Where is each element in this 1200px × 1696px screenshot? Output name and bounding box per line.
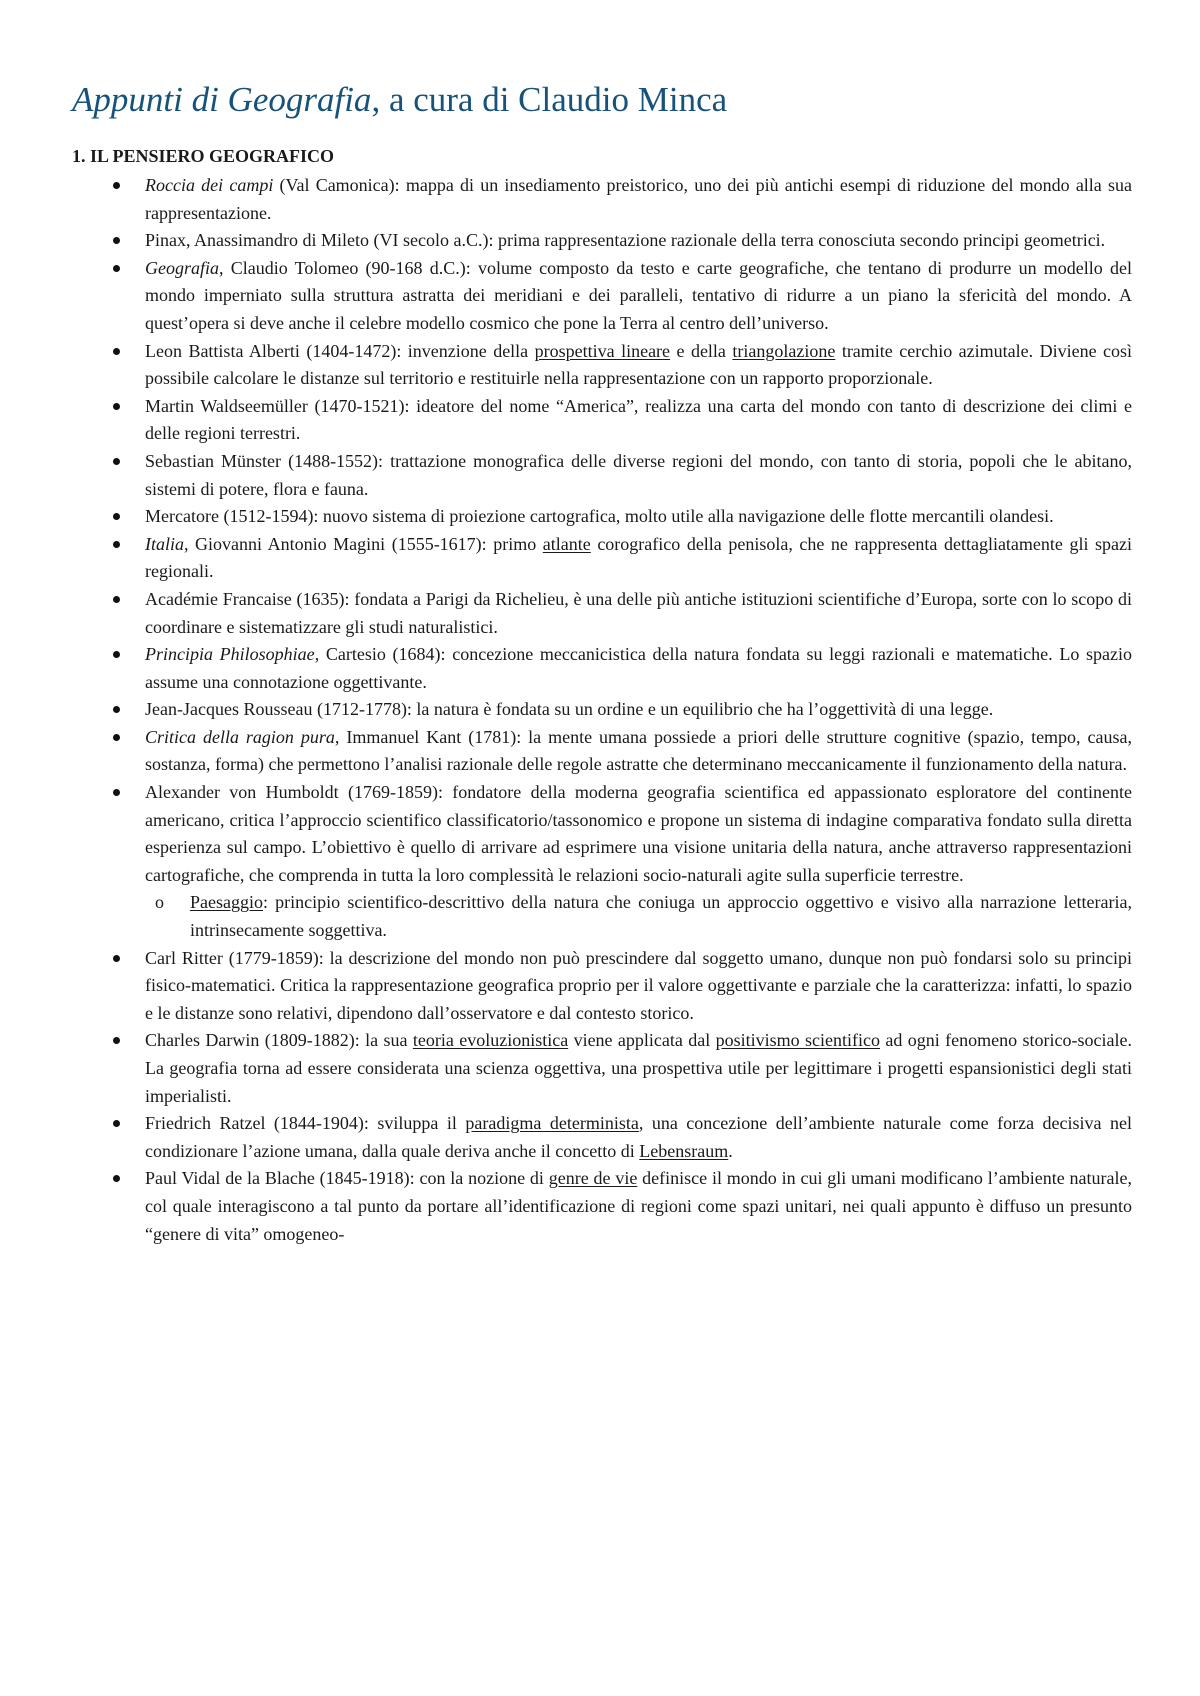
item-title: Critica della ragion pura [145, 726, 335, 747]
item-underlined-term: atlante [542, 533, 591, 554]
item-title: Principia Philosophiae [145, 644, 315, 665]
item-text: Mercatore (1512-1594): nuovo sistema di proiezione cartografica, molto utile alla navigazione delle flotte mercantili olandesi. [145, 506, 1054, 527]
list-item [72, 255, 1132, 338]
list-item [72, 338, 1132, 393]
list-item [72, 1110, 1132, 1165]
list-item [72, 945, 1132, 1028]
item-text: viene applicata dal [568, 1030, 716, 1051]
item-text: Sebastian Münster (1488-1552): trattazione monografica delle diverse regioni del mondo, con tanto di storia, popoli che le abitano, sistemi di potere, flora e fauna. [145, 450, 1132, 499]
item-text: corografico della penisola, che ne rappresenta dettagliatamente gli spazi regionali. [145, 533, 1132, 582]
item-text: Jean-Jacques Rousseau (1712-1778): la natura è fondata su un ordine e un equilibrio che ha l’oggettività di una legge. [145, 699, 994, 720]
item-text: Charles Darwin (1809-1882): la sua [145, 1030, 413, 1051]
item-text: ad ogni fenomeno storico-sociale. La geografia torna ad essere considerata una scienza oggettiva, una prospettiva utile per legittimare i progetti espansionistici degli stati imperialisti. [145, 1030, 1132, 1106]
title-rest: , a cura di Claudio Minca [371, 80, 728, 119]
item-text: Pinax, Anassimandro di Mileto (VI secolo a.C.): prima rappresentazione razionale della terra conosciuta secondo principi geometrici. [145, 230, 1106, 251]
item-text: , Claudio Tolomeo (90-168 d.C.): volume composto da testo e carte geografiche, che tentano di produrre un modello del mondo imperniato sulla struttura astratta dei meridiani e dei paralleli, tentativo di ridurre a un piano la sfericità del mondo. A quest’opera si deve anche il celebre modello cosmico che pone la Terra al centro dell’universo. [145, 257, 1132, 333]
item-underlined-term: positivismo scientifico [715, 1030, 881, 1051]
item-text: Carl Ritter (1779-1859): la descrizione del mondo non può prescindere dal soggetto umano, dunque non può fondarsi solo su principi fisico-matematici. Critica la rappresentazione geografica proprio per il valore oggettivante e parziale che la caratterizza: infatti, lo spazio e le distanze sono relativi, dipendono dall’osservatore e dal contesto storico. [145, 947, 1132, 1023]
item-text: : principio scientifico-descrittivo della natura che coniuga un approccio oggettivo e visivo alla narrazione letteraria, intrinsecamente soggettiva. [190, 892, 1132, 941]
sub-list-item [145, 889, 1132, 944]
list-item [72, 641, 1132, 696]
item-title: Roccia dei campi [145, 175, 274, 195]
list-item [72, 779, 1132, 945]
item-underlined-term: Lebensraum [639, 1140, 729, 1161]
title-main: Appunti di Geografia [72, 80, 372, 119]
item-text: (Val Camonica): mappa di un insediamento preistorico, uno dei più antichi esempi di riduzione del mondo alla sua rappresentazione. [145, 175, 1132, 223]
item-text: Alexander von Humboldt (1769-1859): fondatore della moderna geografia scientifica ed appassionato esploratore del continente americano, critica l’approccio scientifico classificatorio/tassonomico e propone un sistema di indagine comparativa fondato sulla diretta esperienza sul campo. L’obiettivo è quello di arrivare ad esprimere una visione unitaria della natura, anche attraverso rappresentazioni cartografiche, che comprenda in tutta la loro complessità le relazioni socio-naturali agite sulla superficie terrestre. [145, 782, 1132, 885]
list-item [72, 586, 1132, 641]
item-text: e della [670, 340, 733, 361]
item-text: tramite cerchio azimutale. Diviene così possibile calcolare le distanze sul territorio e restituirle nella rappresentazione con un rapporto proporzionale. [145, 340, 1133, 389]
item-text: , Cartesio (1684): concezione meccanicistica della natura fondata su leggi razionali e matematiche. Lo spazio assume una connotazione oggettivante. [145, 644, 1133, 692]
list-item [72, 172, 1132, 227]
item-text: Paul Vidal de la Blache (1845-1918): con la nozione di [145, 1168, 549, 1189]
sub-list [145, 889, 1132, 944]
item-text: Martin Waldseemüller (1470-1521): ideatore del nome “America”, realizza una carta del mondo con tanto di descrizione dei climi e delle regioni terrestri. [145, 395, 1132, 444]
item-text: . [728, 1140, 733, 1161]
list-item [72, 1165, 1132, 1248]
item-text: Friedrich Ratzel (1844-1904): sviluppa il [145, 1113, 466, 1134]
list-item [72, 531, 1132, 586]
bullet-list [72, 172, 1132, 1248]
item-text: Leon Battista Alberti (1404-1472): invenzione della [145, 340, 535, 361]
document-title [72, 78, 1132, 122]
item-underlined-term: teoria evoluzionistica [412, 1030, 569, 1051]
list-item [72, 448, 1132, 503]
item-underlined-term: triangolazione [732, 340, 836, 361]
item-text: , una concezione dell’ambiente naturale come forza decisiva nel condizionare l’azione umana, dalla quale deriva anche il concetto di [145, 1113, 1133, 1161]
list-item [72, 503, 1132, 531]
list-item [72, 724, 1132, 779]
item-text: , Giovanni Antonio Magini (1555-1617): primo [184, 533, 543, 554]
item-underlined-term: prospettiva lineare [534, 340, 671, 361]
list-item [72, 1027, 1132, 1110]
item-text: Académie Francaise (1635): fondata a Parigi da Richelieu, è una delle più antiche istituzioni scientifiche d’Europa, sorte con lo scopo di coordinare e sistematizzare gli studi naturalistici. [145, 588, 1132, 637]
section-heading: 1. IL PENSIERO GEOGRAFICO [72, 146, 335, 166]
item-underlined-term: Paesaggio [190, 892, 263, 913]
item-title: Geografia [145, 257, 219, 278]
item-text: , Immanuel Kant (1781): la mente umana possiede a priori delle strutture cognitive (spazio, tempo, causa, sostanza, forma) che permettono l’analisi razionale delle regole astratte che determinano meccanicamente il funzionamento della natura. [145, 726, 1132, 775]
item-underlined-term: paradigma determinista [465, 1113, 639, 1134]
item-text: definisce il mondo in cui gli umani modificano l’ambiente naturale, col quale interagiscono a tal punto da portare all’identificazione di regioni come spazi unitari, nei quali appunto è diffuso un presunto “genere di vita” omogeneo- [145, 1168, 1132, 1244]
list-item [72, 696, 1132, 724]
list-item [72, 393, 1132, 448]
list-item [72, 227, 1132, 255]
item-underlined-term: genre de vie [548, 1168, 638, 1189]
item-title: Italia [145, 533, 184, 554]
